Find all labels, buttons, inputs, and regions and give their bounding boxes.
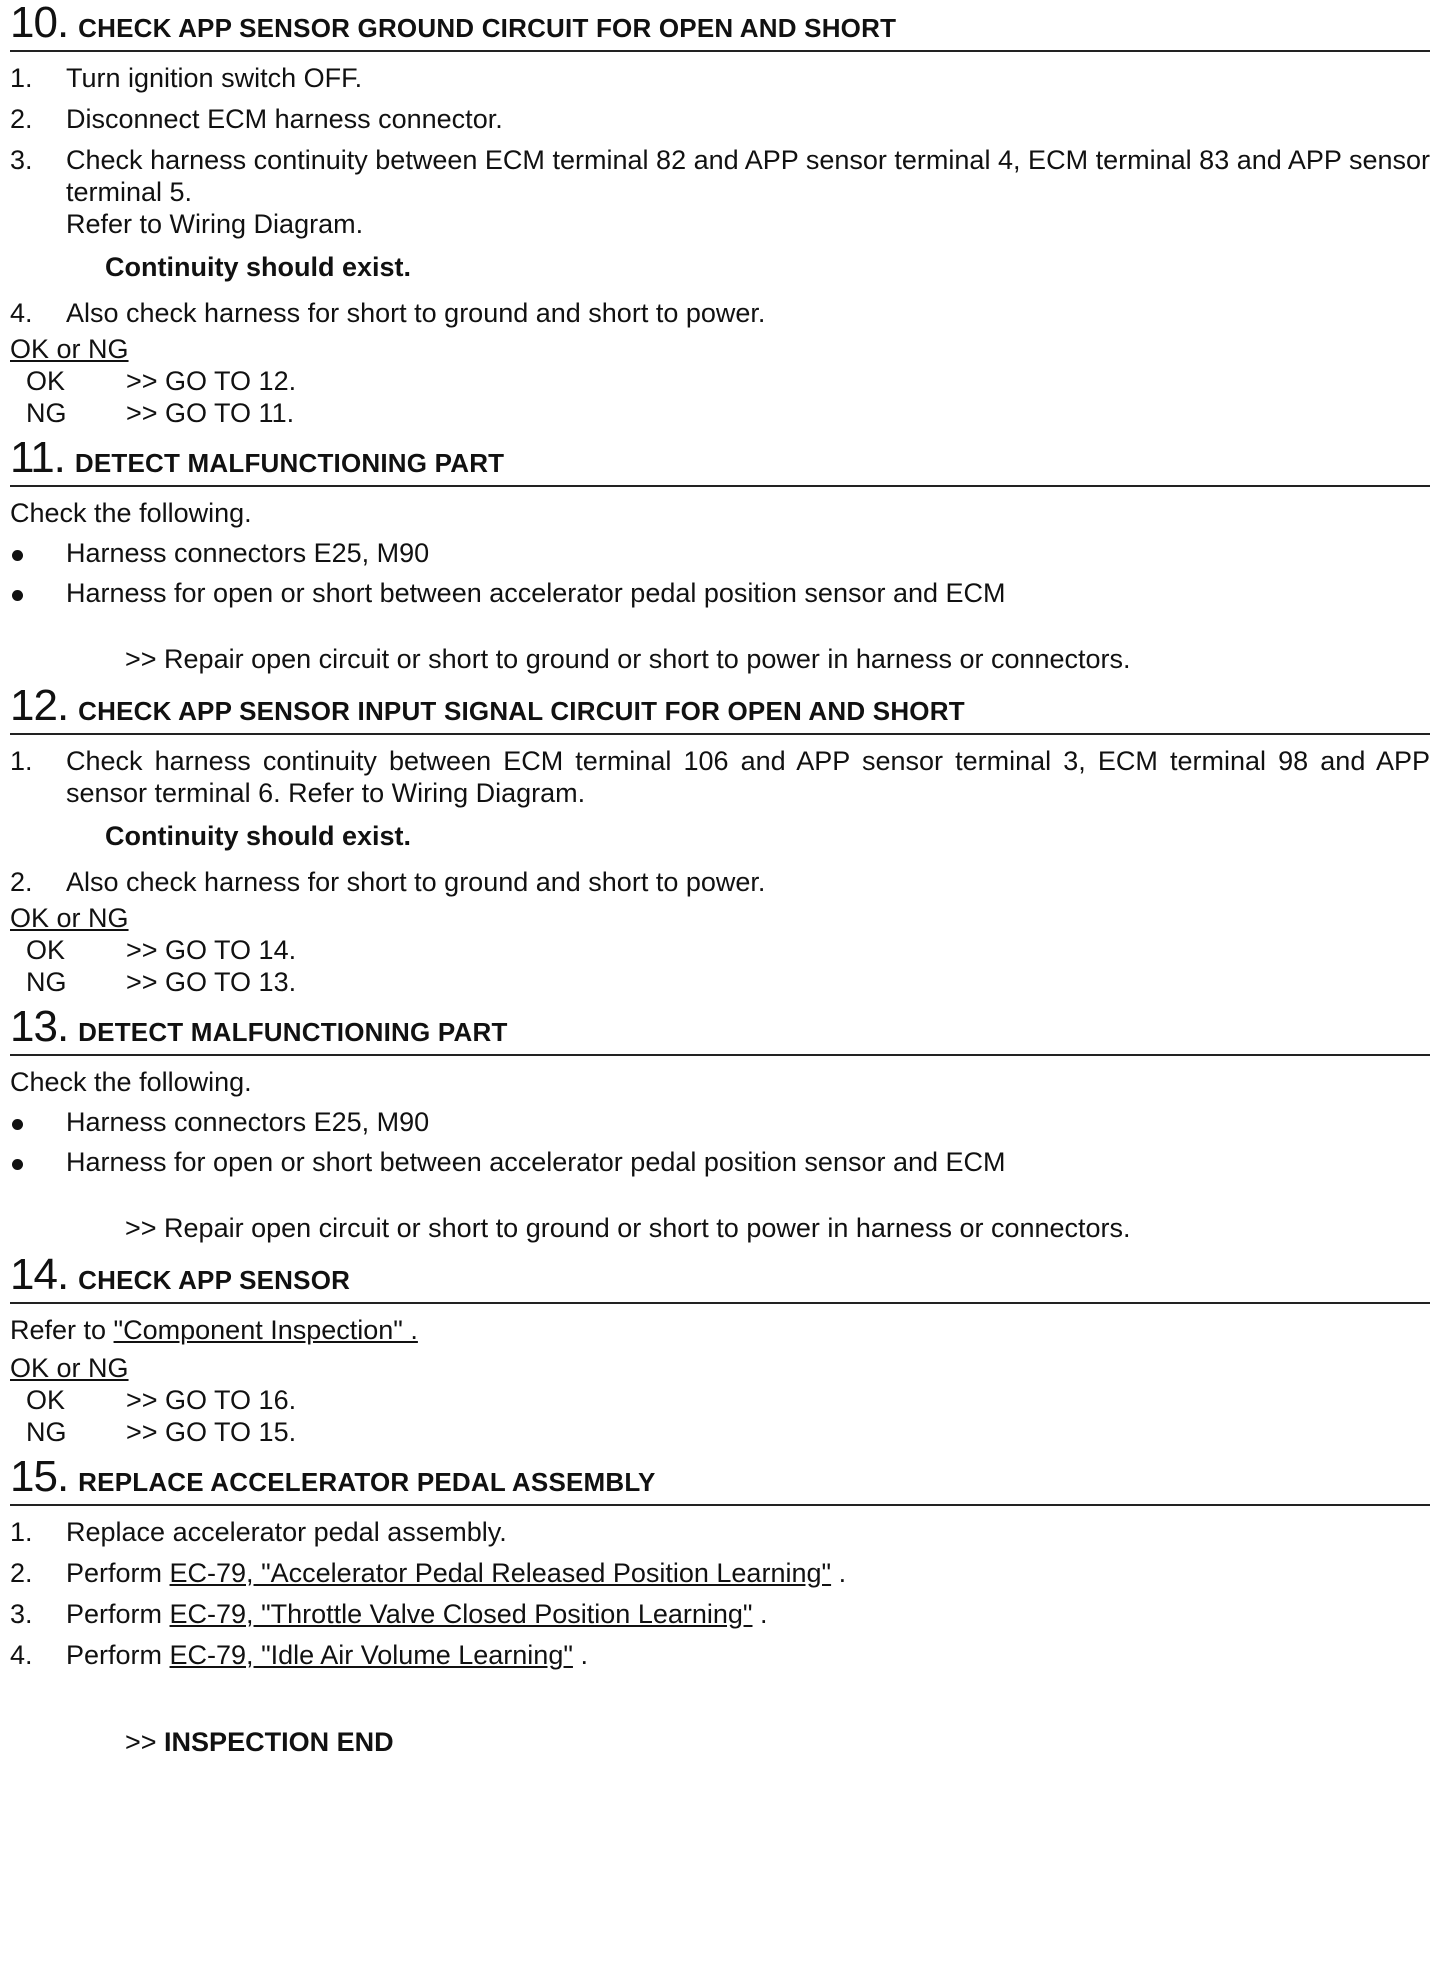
section-15 (10, 1454, 1430, 1758)
step-suffix: . (831, 1558, 847, 1588)
end-prefix: >> (125, 1727, 165, 1757)
step-number: 1. (10, 1517, 33, 1547)
check-intro: Check the following. (10, 498, 252, 528)
ok-ng-label: OK or NG (10, 903, 129, 933)
step-item (10, 144, 1430, 240)
section-number: 14. (10, 1250, 69, 1299)
end-text: INSPECTION END (164, 1727, 394, 1757)
section-heading (10, 0, 1430, 52)
ok-result (10, 934, 1430, 966)
result-key: NG (26, 967, 67, 997)
bullet-text: Harness for open or short between accelerator pedal position sensor and ECM (66, 578, 1006, 608)
step-text-main: Check harness continuity between ECM terminal 82 and APP sensor terminal 4, ECM terminal 83 and APP sensor terminal 5. (66, 145, 1430, 207)
section-title: CHECK APP SENSOR GROUND CIRCUIT FOR OPEN AND SHORT (78, 13, 897, 43)
step-text (66, 1557, 1430, 1589)
result-action: >> GO TO 13. (126, 967, 297, 997)
step-item (10, 62, 1430, 94)
section-heading (10, 1252, 1430, 1304)
section-14 (10, 1252, 1430, 1448)
step-number: 4. (10, 1640, 33, 1670)
section-number: 12. (10, 681, 69, 730)
result-action: >> GO TO 15. (126, 1417, 297, 1447)
section-title: CHECK APP SENSOR (78, 1265, 351, 1295)
step-number: 2. (10, 104, 33, 134)
result-action: >> GO TO 16. (126, 1385, 297, 1415)
section-heading (10, 683, 1430, 735)
step-number: 3. (10, 145, 33, 175)
step-text: Disconnect ECM harness connector. (66, 104, 503, 134)
result-key: NG (26, 1417, 67, 1447)
bullet-icon (10, 577, 66, 609)
section-title: DETECT MALFUNCTIONING PART (78, 1017, 508, 1047)
repair-instruction: >> Repair open circuit or short to ground or short to power in harness or connectors. (125, 644, 1131, 674)
ok-ng-label: OK or NG (10, 334, 129, 364)
step-text (66, 1639, 1430, 1671)
section-12 (10, 683, 1430, 998)
ng-result (10, 397, 1430, 429)
bullet-item (10, 1106, 1430, 1138)
result-key: NG (26, 398, 67, 428)
bullet-icon (10, 1146, 66, 1178)
inspection-end (10, 1727, 1430, 1758)
step-prefix: Perform (66, 1640, 170, 1670)
bullet-icon (10, 1106, 66, 1138)
idle-air-volume-learning-link[interactable]: EC-79, "Idle Air Volume Learning" (169, 1640, 573, 1670)
step-item (10, 1598, 1430, 1630)
step-number: 2. (10, 867, 33, 897)
bullet-text: Harness connectors E25, M90 (66, 538, 430, 568)
check-intro: Check the following. (10, 1067, 252, 1097)
ok-result (10, 1384, 1430, 1416)
repair-instruction: >> Repair open circuit or short to ground or short to power in harness or connectors. (125, 1213, 1131, 1243)
bullet-item (10, 537, 1430, 569)
section-title: CHECK APP SENSOR INPUT SIGNAL CIRCUIT FOR OPEN AND SHORT (78, 696, 965, 726)
step-text: Check harness continuity between ECM terminal 106 and APP sensor terminal 3, ECM terminal 98 and APP sensor terminal 6. Refer to Wiring Diagram. (66, 746, 1430, 808)
step-item (10, 297, 1430, 329)
step-text: Also check harness for short to ground and short to power. (66, 867, 766, 897)
step-number: 4. (10, 298, 33, 328)
bullet-text: Harness for open or short between accelerator pedal position sensor and ECM (66, 1147, 1006, 1177)
step-item (10, 1557, 1430, 1589)
step-text: Turn ignition switch OFF. (66, 63, 363, 93)
refer-prefix: Refer to (10, 1315, 114, 1345)
section-number: 11. (10, 433, 65, 482)
ng-result (10, 966, 1430, 998)
continuity-note: Continuity should exist. (105, 821, 412, 851)
bullet-text: Harness connectors E25, M90 (66, 1107, 430, 1137)
result-action: >> GO TO 12. (126, 366, 297, 396)
result-action: >> GO TO 14. (126, 935, 297, 965)
section-title: REPLACE ACCELERATOR PEDAL ASSEMBLY (78, 1467, 656, 1497)
result-key: OK (26, 366, 66, 396)
continuity-note: Continuity should exist. (105, 252, 412, 282)
step-prefix: Perform (66, 1558, 170, 1588)
section-title: DETECT MALFUNCTIONING PART (74, 448, 505, 478)
component-inspection-link[interactable]: "Component Inspection" . (113, 1315, 418, 1345)
throttle-valve-learning-link[interactable]: EC-79, "Throttle Valve Closed Position Learning" (169, 1599, 753, 1629)
result-key: OK (26, 935, 66, 965)
section-number: 10. (10, 0, 69, 47)
ng-result (10, 1416, 1430, 1448)
step-prefix: Perform (66, 1599, 170, 1629)
section-heading (10, 1004, 1430, 1056)
step-text-ref: Refer to Wiring Diagram. (66, 209, 364, 239)
result-action: >> GO TO 11. (126, 398, 295, 428)
step-suffix: . (572, 1640, 588, 1670)
step-item (10, 866, 1430, 898)
section-10 (10, 0, 1430, 429)
bullet-item (10, 1146, 1430, 1178)
result-key: OK (26, 1385, 66, 1415)
step-number: 2. (10, 1558, 33, 1588)
step-item (10, 1639, 1430, 1671)
section-number: 15. (10, 1452, 69, 1501)
section-number: 13. (10, 1002, 69, 1051)
bullet-icon (10, 537, 66, 569)
step-number: 3. (10, 1599, 33, 1629)
step-suffix: . (752, 1599, 768, 1629)
step-text: Replace accelerator pedal assembly. (66, 1517, 507, 1547)
step-text: Also check harness for short to ground and short to power. (66, 298, 766, 328)
step-text (66, 1598, 1430, 1630)
ok-result (10, 365, 1430, 397)
bullet-item (10, 577, 1430, 609)
step-item (10, 745, 1430, 809)
document-page (10, 0, 1430, 1758)
step-item (10, 1516, 1430, 1548)
refer-line (10, 1314, 1430, 1346)
section-11 (10, 435, 1430, 675)
step-item (10, 103, 1430, 135)
pedal-released-learning-link[interactable]: EC-79, "Accelerator Pedal Released Position Learning" (169, 1558, 832, 1588)
step-text (66, 144, 1430, 240)
section-heading (10, 435, 1430, 487)
step-number: 1. (10, 63, 33, 93)
step-number: 1. (10, 746, 33, 776)
section-13 (10, 1004, 1430, 1244)
section-heading (10, 1454, 1430, 1506)
ok-ng-label: OK or NG (10, 1353, 129, 1383)
